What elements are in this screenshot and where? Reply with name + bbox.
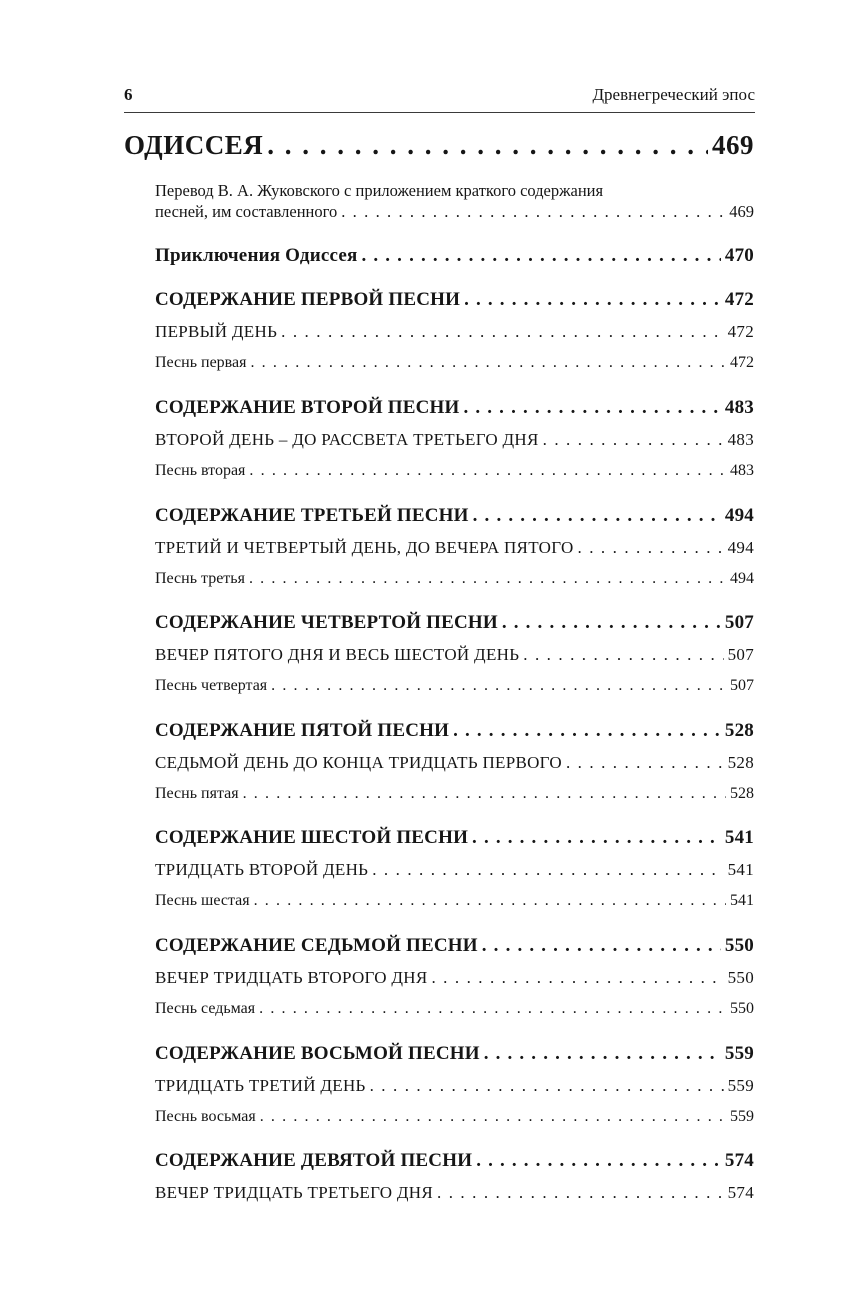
page-header xyxy=(124,84,755,113)
toc-title: Песнь вторая xyxy=(155,462,246,479)
toc-page: 528 xyxy=(727,753,754,772)
toc-title: Песнь восьмая xyxy=(155,1108,256,1125)
toc-page: 559 xyxy=(730,1108,754,1125)
dot-leader xyxy=(249,462,726,480)
dot-leader xyxy=(370,1076,724,1096)
toc-entry-song[interactable] xyxy=(155,570,754,588)
toc-title: Песнь шестая xyxy=(155,892,250,909)
dot-leader xyxy=(271,677,726,695)
dot-leader xyxy=(523,645,723,665)
toc-title: СОДЕРЖАНИЕ ДЕВЯТОЙ ПЕСНИ xyxy=(155,1150,473,1171)
toc-entry-day[interactable] xyxy=(155,430,754,450)
toc-entry-section[interactable] xyxy=(155,720,754,742)
toc-title: Песнь первая xyxy=(155,354,247,371)
toc-title: Песнь пятая xyxy=(155,785,239,802)
toc-page: 574 xyxy=(724,1150,754,1171)
dot-leader xyxy=(254,892,726,910)
toc-page: 507 xyxy=(730,677,754,694)
dot-leader xyxy=(260,1108,726,1126)
toc-page: 541 xyxy=(724,827,754,848)
toc-entry-day[interactable] xyxy=(155,753,754,773)
toc-title: Песнь седьмая xyxy=(155,1000,256,1017)
dot-leader xyxy=(341,202,725,222)
dot-leader xyxy=(250,354,726,372)
toc-entry-section[interactable] xyxy=(155,612,754,634)
toc-title: песней, им составленного xyxy=(155,202,338,221)
toc-entry-day[interactable] xyxy=(155,322,754,342)
toc-title: ПЕРВЫЙ ДЕНЬ xyxy=(155,322,278,341)
toc-page: 550 xyxy=(727,968,754,987)
toc-page: 559 xyxy=(724,1043,754,1064)
toc-page: 494 xyxy=(727,538,754,557)
dot-leader xyxy=(566,753,724,773)
toc-entry-section[interactable] xyxy=(155,935,754,957)
dot-leader xyxy=(453,720,721,742)
dot-leader xyxy=(431,968,723,988)
toc-title: Песнь четвертая xyxy=(155,677,268,694)
toc-title: ВЕЧЕР ТРИДЦАТЬ ВТОРОГО ДНЯ xyxy=(155,968,428,987)
toc-entry-song[interactable] xyxy=(155,892,754,910)
dot-leader xyxy=(437,1183,724,1203)
toc-page: 574 xyxy=(727,1183,754,1202)
dot-leader xyxy=(543,430,724,450)
toc-entry-day[interactable] xyxy=(155,1076,754,1096)
toc-page: 528 xyxy=(724,720,754,741)
toc-title: СОДЕРЖАНИЕ ВОСЬМОЙ ПЕСНИ xyxy=(155,1043,480,1064)
toc-page: 494 xyxy=(724,505,754,526)
dot-leader xyxy=(361,245,720,267)
dot-leader xyxy=(281,322,723,342)
dot-leader xyxy=(484,1043,721,1065)
dot-leader xyxy=(578,538,724,558)
toc-entry-song[interactable] xyxy=(155,462,754,480)
dot-leader xyxy=(249,570,726,588)
toc-title: СОДЕРЖАНИЕ ПЕРВОЙ ПЕСНИ xyxy=(155,289,461,310)
toc-entry-section[interactable] xyxy=(155,505,754,527)
toc-title: СОДЕРЖАНИЕ ВТОРОЙ ПЕСНИ xyxy=(155,397,460,418)
dot-leader xyxy=(476,1150,721,1172)
toc-title: СОДЕРЖАНИЕ ПЯТОЙ ПЕСНИ xyxy=(155,720,450,741)
dot-leader xyxy=(502,612,721,634)
toc-page: 507 xyxy=(727,645,754,664)
toc-title: Приключения Одиссея xyxy=(155,245,358,266)
toc-title: Песнь третья xyxy=(155,570,245,587)
toc-page: 472 xyxy=(724,289,754,310)
toc-page: 469 xyxy=(712,130,754,160)
toc-entry-song[interactable] xyxy=(155,354,754,372)
dot-leader xyxy=(464,289,721,311)
dot-leader xyxy=(267,130,708,161)
translation-note-line1: Перевод В. А. Жуковского с приложением краткого содержания xyxy=(155,181,604,200)
toc-title: ТРЕТИЙ И ЧЕТВЕРТЫЙ ДЕНЬ, ДО ВЕЧЕРА ПЯТОГО xyxy=(155,538,574,557)
toc-entry-day[interactable] xyxy=(155,1183,754,1203)
toc-title: ТРИДЦАТЬ ВТОРОЙ ДЕНЬ xyxy=(155,860,369,879)
toc-page: 550 xyxy=(730,1000,754,1017)
toc-entry-section[interactable] xyxy=(155,827,754,849)
toc-title: СЕДЬМОЙ ДЕНЬ ДО КОНЦА ТРИДЦАТЬ ПЕРВОГО xyxy=(155,753,562,772)
dot-leader xyxy=(482,935,721,957)
toc-title: СОДЕРЖАНИЕ ЧЕТВЕРТОЙ ПЕСНИ xyxy=(155,612,498,633)
dot-leader xyxy=(243,785,726,803)
toc-page: 483 xyxy=(727,430,754,449)
toc-entry-day[interactable] xyxy=(155,968,754,988)
dot-leader xyxy=(463,397,720,419)
dot-leader xyxy=(473,505,721,527)
toc-page: 528 xyxy=(730,785,754,802)
toc-entry-song[interactable] xyxy=(155,1000,754,1018)
toc-page: 550 xyxy=(724,935,754,956)
running-title: Древнегреческий эпос xyxy=(592,85,755,104)
toc-page: 507 xyxy=(724,612,754,633)
toc-entry-section[interactable] xyxy=(155,1150,754,1172)
toc-page: 494 xyxy=(730,570,754,587)
toc-entry-section[interactable] xyxy=(155,397,754,419)
toc-page: 559 xyxy=(727,1076,754,1095)
toc-page: 472 xyxy=(727,322,754,341)
toc-title: ОДИССЕЯ xyxy=(124,130,264,160)
toc-entry-odyssey[interactable] xyxy=(124,130,754,161)
toc-entry-translation[interactable] xyxy=(155,202,754,222)
toc-title: СОДЕРЖАНИЕ СЕДЬМОЙ ПЕСНИ xyxy=(155,935,478,956)
dot-leader xyxy=(472,827,721,849)
toc-page: 470 xyxy=(724,245,754,266)
toc-entry-section[interactable] xyxy=(155,1043,754,1065)
toc-entry-day[interactable] xyxy=(155,538,754,558)
toc-entry-day[interactable] xyxy=(155,860,754,880)
toc-title: ВТОРОЙ ДЕНЬ – ДО РАССВЕТА ТРЕТЬЕГО ДНЯ xyxy=(155,430,539,449)
toc-page: 483 xyxy=(724,397,754,418)
toc-title: СОДЕРЖАНИЕ ШЕСТОЙ ПЕСНИ xyxy=(155,827,469,848)
toc-entry-day[interactable] xyxy=(155,645,754,665)
toc-title: ВЕЧЕР ПЯТОГО ДНЯ И ВЕСЬ ШЕСТОЙ ДЕНЬ xyxy=(155,645,520,664)
toc-title: СОДЕРЖАНИЕ ТРЕТЬЕЙ ПЕСНИ xyxy=(155,505,469,526)
page-number: 6 xyxy=(124,85,133,104)
toc-page: 469 xyxy=(729,202,754,221)
toc-page: 541 xyxy=(730,892,754,909)
dot-leader xyxy=(259,1000,726,1018)
toc-entry-song[interactable] xyxy=(155,1108,754,1126)
dot-leader xyxy=(372,860,723,880)
toc-title: ТРИДЦАТЬ ТРЕТИЙ ДЕНЬ xyxy=(155,1076,366,1095)
toc-entry-song[interactable] xyxy=(155,677,754,695)
toc-page: 483 xyxy=(730,462,754,479)
toc-entry-adventures[interactable] xyxy=(155,245,754,267)
toc-entry-section[interactable] xyxy=(155,289,754,311)
toc-page: 541 xyxy=(727,860,754,879)
toc-page: 472 xyxy=(730,354,754,371)
toc-entry-song[interactable] xyxy=(155,785,754,803)
toc-title: ВЕЧЕР ТРИДЦАТЬ ТРЕТЬЕГО ДНЯ xyxy=(155,1183,434,1202)
